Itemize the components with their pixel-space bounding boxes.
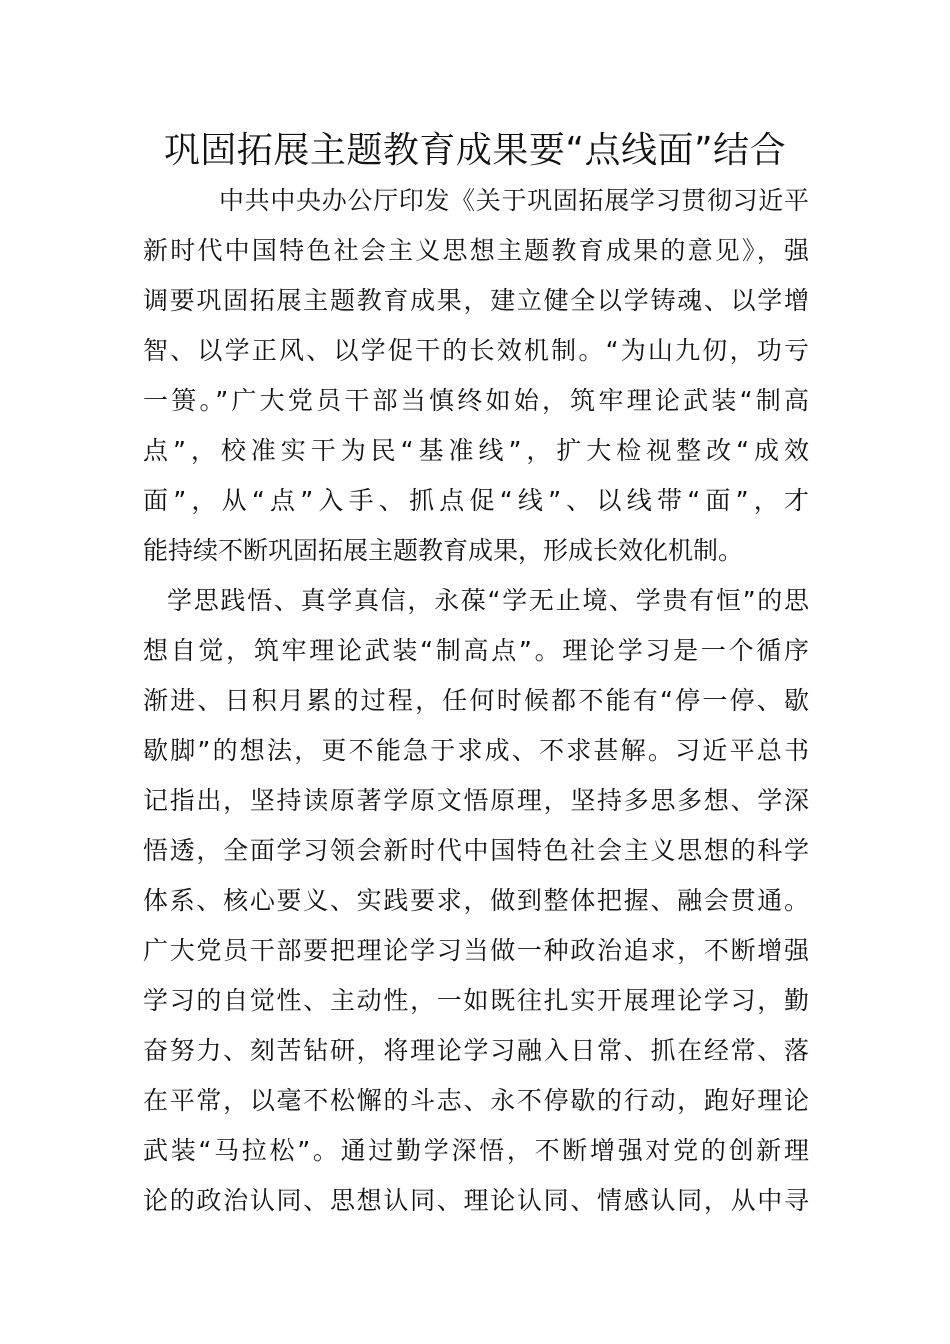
- paragraph-2-line: 体系、核心要义、实践要求，做到整体把握、融会贯通。: [143, 886, 809, 915]
- paragraph-1-line: 面”，从“点”入手、抓点促“线”、以线带“面”，才: [143, 486, 809, 515]
- paragraph-1-line: 中共中央办公厅印发《关于巩固拓展学习贯彻习近平: [219, 186, 809, 215]
- paragraph-2-line: 学思践悟、真学真信，永葆“学无止境、学贵有恒”的思: [167, 586, 809, 615]
- paragraph-1-line: 一篑。”广大党员干部当慎终如始，筑牢理论武装“制高: [143, 386, 809, 415]
- paragraph-1-line: 能持续不断巩固拓展主题教育成果，形成长效化机制。: [143, 536, 744, 565]
- paragraph-2-line: 广大党员干部要把理论学习当做一种政治追求，不断增强: [143, 936, 809, 965]
- paragraph-1-line: 点”，校准实干为民“基准线”，扩大检视整改“成效: [143, 436, 809, 465]
- document-body: [143, 176, 809, 1226]
- paragraph-1-line: 新时代中国特色社会主义思想主题教育成果的意见》，强: [143, 236, 809, 265]
- paragraph-2-line: 武装“马拉松”。通过勤学深悟，不断增强对党的创新理: [143, 1136, 809, 1165]
- paragraph-1-line: 智、以学正风、以学促干的长效机制。“为山九仞，功亏: [143, 336, 809, 365]
- paragraph-2-line: 奋努力、刻苦钻研，将理论学习融入日常、抓在经常、落: [143, 1036, 809, 1065]
- paragraph-2-line: 悟透，全面学习领会新时代中国特色社会主义思想的科学: [143, 836, 809, 865]
- paragraph-2-line: 论的政治认同、思想认同、理论认同、情感认同，从中寻: [143, 1186, 809, 1215]
- paragraph-2-line: 歇脚”的想法，更不能急于求成、不求甚解。习近平总书: [143, 736, 809, 765]
- paragraph-2-line: 渐进、日积月累的过程，任何时候都不能有“停一停、歇: [143, 686, 809, 715]
- paragraph-2-line: 学习的自觉性、主动性，一如既往扎实开展理论学习，勤: [143, 986, 809, 1015]
- paragraph-2-line: 想自觉，筑牢理论武装“制高点”。理论学习是一个循序: [143, 636, 809, 665]
- paragraph-2-line: 记指出，坚持读原著学原文悟原理，坚持多思多想、学深: [143, 786, 809, 815]
- paragraph-2-line: 在平常，以毫不松懈的斗志、永不停歇的行动，跑好理论: [143, 1086, 809, 1115]
- paragraph-1-line: 调要巩固拓展主题教育成果，建立健全以学铸魂、以学增: [143, 286, 809, 315]
- document-title: 巩固拓展主题教育成果要“点线面”结合: [163, 130, 787, 171]
